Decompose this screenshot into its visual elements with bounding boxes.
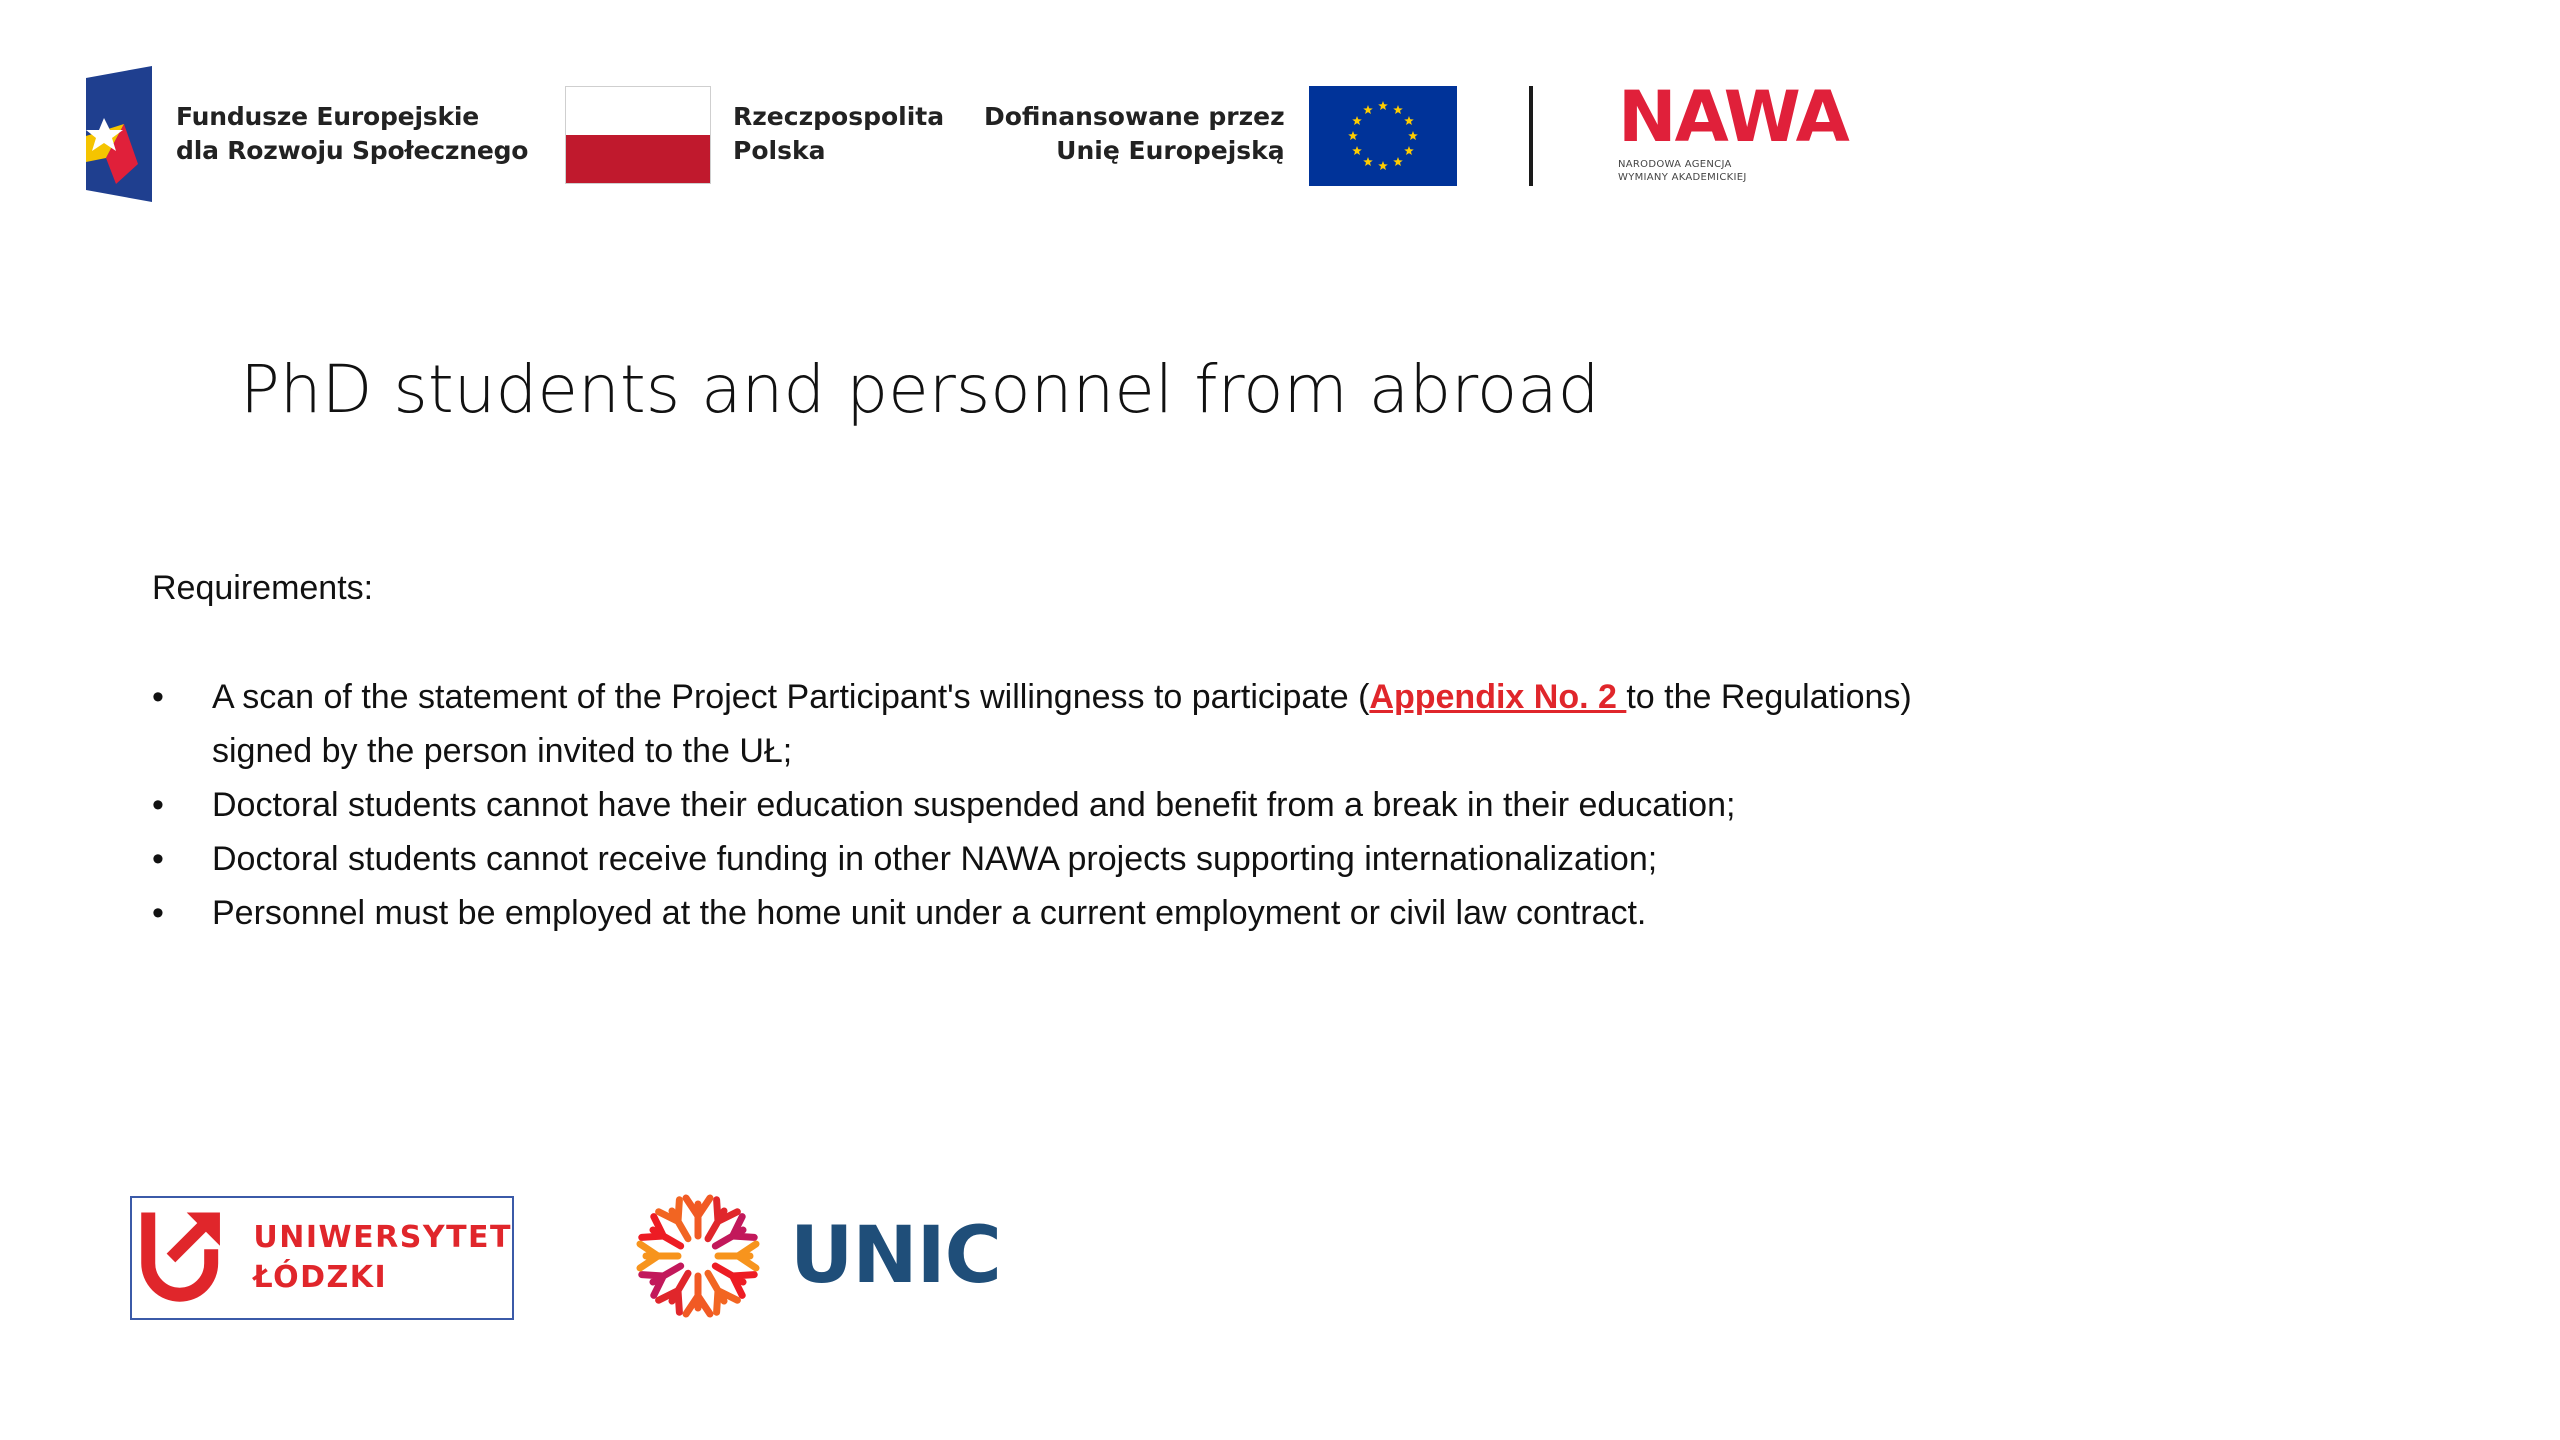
list-item-text: A scan of the statement of the Project Participant's willingness to participate (: [212, 678, 1370, 716]
list-item: [152, 778, 2052, 832]
nawa-sub-line2: WYMIANY AKADEMICKIEJ: [1618, 172, 1747, 183]
rzeczpospolita-polska-logo: [565, 86, 944, 184]
logo-divider: [1529, 86, 1533, 186]
unic-logo: [630, 1188, 1001, 1324]
list-item: [152, 670, 2052, 778]
requirements-list: [152, 670, 2052, 940]
eu-line2: Unię Europejską: [1056, 136, 1285, 165]
unic-ray-icon: [718, 1244, 756, 1268]
rp-logo-text: [733, 100, 944, 168]
ul-emblem-icon: [136, 1200, 223, 1316]
rp-line2: Polska: [733, 136, 826, 165]
ul-logo-text: [253, 1218, 512, 1298]
fe-logo-text: [176, 100, 528, 168]
nawa-wordmark: NAWA: [1618, 76, 1848, 158]
list-item-text: Doctoral students cannot have their education suspended and benefit from a break in their education;: [212, 786, 1736, 824]
list-item: [152, 832, 2052, 886]
eu-flag-icon: [1309, 86, 1457, 186]
ul-line1: UNIWERSYTET: [253, 1220, 512, 1255]
nawa-subtitle: [1618, 158, 1848, 184]
fe-emblem-icon: [86, 66, 156, 202]
eu-logo-text: [984, 100, 1285, 168]
unic-wordmark: UNIC: [790, 1211, 1001, 1301]
nawa-sub-line1: NARODOWA AGENCJA: [1618, 159, 1732, 170]
fe-line1: Fundusze Europejskie: [176, 102, 480, 131]
nawa-logo: [1618, 76, 1848, 184]
rp-line1: Rzeczpospolita: [733, 102, 945, 131]
uniwersytet-lodzki-logo: [130, 1196, 514, 1320]
list-item-text: Doctoral students cannot receive funding in other NAWA projects supporting internationalization;: [212, 840, 1658, 878]
bullet-icon: •: [152, 894, 164, 932]
appendix-2-link[interactable]: Appendix No. 2: [1369, 678, 1627, 716]
requirements-label: Requirements:: [152, 569, 374, 607]
unic-ray-icon: [686, 1198, 710, 1236]
ul-line2: ŁÓDZKI: [253, 1260, 388, 1295]
bullet-icon: •: [152, 840, 164, 878]
eu-cofunded-logo: [984, 86, 1457, 186]
list-item-text: to the Regulations): [1626, 678, 1912, 716]
list-item-text: signed by the person invited to the UŁ;: [212, 732, 793, 770]
polish-flag-icon: [565, 86, 711, 184]
bullet-icon: •: [152, 786, 164, 824]
fe-line2: dla Rozwoju Społecznego: [176, 136, 529, 165]
unic-sun-icon: [630, 1188, 766, 1324]
unic-ray-icon: [686, 1276, 710, 1314]
list-item: [152, 886, 2052, 940]
bullet-icon: •: [152, 678, 164, 716]
unic-ray-icon: [640, 1244, 678, 1268]
eu-line1: Dofinansowane przez: [984, 102, 1285, 131]
slide-title: PhD students and personnel from abroad: [240, 351, 1600, 428]
fundusze-europejskie-logo: [86, 66, 528, 202]
list-item-text: Personnel must be employed at the home unit under a current employment or civil law contract.: [212, 894, 1647, 932]
